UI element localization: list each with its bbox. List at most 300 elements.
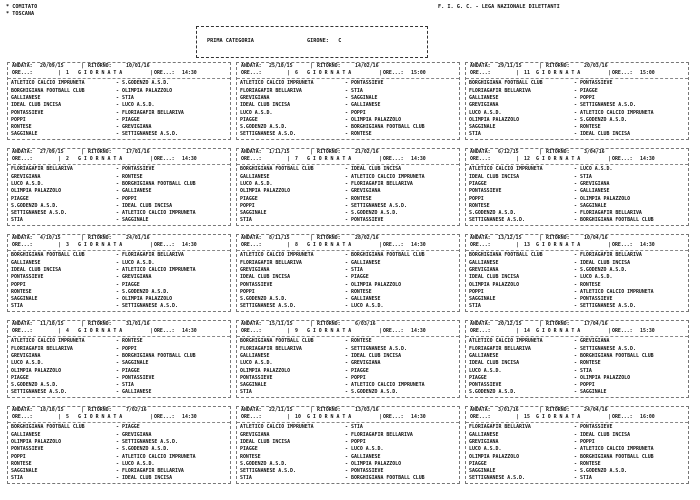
match-dash: -: [574, 424, 577, 431]
away-team: ATLETICO CALCIO IMPRUNETA: [580, 288, 654, 295]
divider: |: [310, 321, 313, 327]
match-row: [237, 217, 459, 224]
match-row: [466, 274, 688, 281]
giornata-label: G I O R N A T A: [536, 328, 581, 335]
match-row: [237, 166, 459, 173]
ore-ritorno-label: ORE...:: [612, 156, 633, 163]
match-dash: -: [116, 94, 119, 101]
girone-label: [307, 38, 341, 44]
ore-ritorno-value: 15:00: [411, 70, 426, 77]
match-dash: -: [345, 259, 348, 266]
away-team: PONTASSIEVE: [351, 468, 384, 475]
ritorno-label: RITORNO:: [317, 407, 341, 413]
match-dash: -: [345, 374, 348, 381]
home-team: S.GODENZO A.S.D.: [11, 202, 59, 209]
ore-andata-label: ORE...:: [241, 414, 262, 421]
match-row: [466, 131, 688, 138]
round-block: [236, 62, 460, 140]
away-team: PIAGGE: [122, 281, 140, 288]
home-team: LUCO A.S.D.: [240, 360, 273, 367]
away-team: POPPI: [351, 438, 366, 445]
match-row: [8, 217, 230, 224]
home-team: RONTESE: [11, 460, 32, 467]
away-team: FLORIAGAFIR BELLARIVA: [122, 109, 184, 116]
divider: |: [81, 407, 84, 413]
home-team: GALLIANESE: [11, 259, 41, 266]
away-team: FLORIAGAFIR BELLARIVA: [122, 468, 184, 475]
giornata-label: G I O R N A T A: [78, 328, 123, 335]
ritorno-date: 17/04/16: [584, 321, 608, 327]
committee-header: [6, 4, 37, 18]
home-team: LUCO A.S.D.: [240, 180, 273, 187]
giornata-label: G I O R N A T A: [78, 242, 123, 249]
divider: |: [539, 407, 542, 413]
away-team: RONTESE: [351, 195, 372, 202]
andata-label: ANDATA:: [241, 235, 262, 241]
away-team: ATLETICO CALCIO IMPRUNETA: [351, 173, 425, 180]
match-row: [466, 338, 688, 345]
away-team: ATLETICO CALCIO IMPRUNETA: [351, 382, 425, 389]
match-dash: -: [345, 166, 348, 173]
match-dash: -: [345, 475, 348, 482]
divider: |: [287, 328, 290, 335]
match-row: [237, 131, 459, 138]
home-team: GREVIGIANA: [240, 431, 270, 438]
match-dash: -: [574, 252, 577, 259]
match-row: [466, 88, 688, 95]
home-team: ATLETICO CALCIO IMPRUNETA: [469, 166, 543, 173]
round-times-row: [237, 328, 459, 335]
away-team: BORGHIGIANA FOOTBALL CLUB: [122, 352, 196, 359]
away-team: FLORIAGAFIR BELLARIVA: [580, 210, 642, 217]
match-dash: -: [345, 109, 348, 116]
block-separator: [237, 250, 459, 251]
home-team: GREVIGIANA: [240, 94, 270, 101]
home-team: LUCO A.S.D.: [240, 109, 273, 116]
match-row: [466, 296, 688, 303]
giornata-label: G I O R N A T A: [536, 414, 581, 421]
away-team: GALLIANESE: [351, 102, 381, 109]
match-row: [8, 181, 230, 188]
match-dash: -: [574, 281, 577, 288]
home-team: BORGHIGIANA FOOTBALL CLUB: [11, 87, 85, 94]
round-dates-row: [237, 407, 459, 414]
round-times-row: [8, 414, 230, 421]
match-dash: -: [345, 252, 348, 259]
giornata-label: G I O R N A T A: [307, 414, 352, 421]
giornata-label: G I O R N A T A: [536, 70, 581, 77]
match-row: [466, 102, 688, 109]
home-team: SAGGINALE: [240, 210, 267, 217]
home-team: GALLIANESE: [469, 259, 499, 266]
andata-label: ANDATA:: [12, 63, 33, 69]
home-team: BORGHIGIANA FOOTBALL CLUB: [240, 338, 314, 345]
giornata-label: G I O R N A T A: [307, 70, 352, 77]
match-row: [466, 289, 688, 296]
match-dash: -: [345, 173, 348, 180]
divider: |: [81, 235, 84, 241]
divider: |: [150, 156, 153, 163]
away-team: SETTIGNANESE A.S.D.: [351, 202, 407, 209]
round-block: [7, 148, 231, 226]
home-team: GREVIGIANA: [11, 173, 41, 180]
ore-andata-label: ORE...:: [470, 70, 491, 77]
home-team: GALLIANESE: [469, 94, 499, 101]
ritorno-date: 17/01/16: [126, 149, 150, 155]
match-dash: -: [345, 296, 348, 303]
match-row: [237, 102, 459, 109]
match-row: [8, 117, 230, 124]
giornata-number: 12: [524, 156, 530, 163]
away-team: STIA: [351, 266, 363, 273]
ore-ritorno-value: 14:30: [182, 242, 197, 249]
home-team: RONTESE: [11, 124, 32, 131]
match-dash: -: [116, 382, 119, 389]
giornata-number: 11: [524, 70, 530, 77]
away-team: GALLIANESE: [351, 296, 381, 303]
home-team: IDEAL CLUB INCISA: [469, 274, 520, 281]
match-dash: -: [116, 389, 119, 396]
away-team: OLIMPIA PALAZZOLO: [122, 296, 173, 303]
andata-label: ANDATA:: [241, 63, 262, 69]
andata-date: 4/10/15: [40, 235, 61, 241]
divider: |: [58, 70, 61, 77]
round-dates-row: [8, 63, 230, 70]
match-dash: -: [116, 259, 119, 266]
ore-ritorno-value: 15:00: [640, 70, 655, 77]
home-team: POPPI: [469, 288, 484, 295]
andata-date: 8/11/15: [269, 235, 290, 241]
match-dash: -: [116, 116, 119, 123]
andata-label: ANDATA:: [12, 407, 33, 413]
away-team: GALLIANESE: [122, 389, 152, 396]
match-dash: -: [574, 296, 577, 303]
girone-label-text: GIRONE:: [307, 38, 329, 44]
match-dash: -: [345, 338, 348, 345]
home-team: FLORIAGAFIR BELLARIVA: [469, 87, 531, 94]
ritorno-date: 24/01/16: [126, 235, 150, 241]
away-team: BORGHIGIANA FOOTBALL CLUB: [351, 475, 425, 482]
away-team: PIAGGE: [122, 424, 140, 431]
away-team: PONTASSIEVE: [351, 217, 384, 224]
home-team: PONTASSIEVE: [469, 382, 502, 389]
match-row: [8, 210, 230, 217]
home-team: SAGGINALE: [240, 382, 267, 389]
home-team: OLIMPIA PALAZZOLO: [469, 116, 520, 123]
away-team: IDEAL CLUB INCISA: [580, 259, 631, 266]
away-team: BORGHIGIANA FOOTBALL CLUB: [580, 217, 654, 224]
giornata-number: 15: [524, 414, 530, 421]
match-dash: -: [345, 188, 348, 195]
away-team: OLIMPIA PALAZZOLO: [580, 374, 631, 381]
match-dash: -: [116, 80, 119, 87]
match-row: [8, 203, 230, 210]
away-team: RONTESE: [580, 360, 601, 367]
away-team: SAGGINALE: [351, 94, 378, 101]
match-dash: -: [574, 382, 577, 389]
match-row: [237, 274, 459, 281]
divider: |: [379, 156, 382, 163]
match-row: [466, 181, 688, 188]
away-team: LUCO A.S.D.: [122, 102, 155, 109]
match-dash: -: [345, 288, 348, 295]
away-team: IDEAL CLUB INCISA: [122, 475, 173, 482]
home-team: SETTIGNANESE A.S.D.: [11, 210, 67, 217]
away-team: GREVIGIANA: [122, 431, 152, 438]
away-team: RONTESE: [580, 460, 601, 467]
home-team: STIA: [469, 131, 481, 138]
round-times-row: [237, 414, 459, 421]
home-team: POPPI: [11, 281, 26, 288]
divider: |: [150, 242, 153, 249]
home-team: ATLETICO CALCIO IMPRUNETA: [11, 80, 85, 87]
federation-header: F. I. G. C. - LEGA NAZIONALE DILETTANTI: [438, 4, 560, 10]
ore-ritorno-label: ORE...:: [383, 70, 404, 77]
away-team: IDEAL CLUB INCISA: [580, 131, 631, 138]
giornata-label: G I O R N A T A: [78, 70, 123, 77]
giornata-label: G I O R N A T A: [536, 156, 581, 163]
divider: |: [539, 235, 542, 241]
away-team: S.GODENZO A.S.D.: [351, 389, 399, 396]
match-dash: -: [116, 166, 119, 173]
divider: |: [516, 328, 519, 335]
home-team: ATLETICO CALCIO IMPRUNETA: [240, 80, 314, 87]
home-team: OLIMPIA PALAZZOLO: [240, 367, 291, 374]
ritorno-date: 31/01/16: [126, 321, 150, 327]
away-team: STIA: [351, 424, 363, 431]
divider: |: [608, 242, 611, 249]
divider: |: [516, 70, 519, 77]
match-dash: -: [345, 94, 348, 101]
match-row: [8, 375, 230, 382]
match-dash: -: [345, 446, 348, 453]
match-row: [8, 174, 230, 181]
home-team: BORGHIGIANA FOOTBALL CLUB: [240, 166, 314, 173]
match-dash: -: [345, 131, 348, 138]
ore-ritorno-value: 14:30: [411, 328, 426, 335]
match-row: [466, 353, 688, 360]
ritorno-date: 28/02/16: [355, 235, 379, 241]
away-team: BORGHIGIANA FOOTBALL CLUB: [351, 124, 425, 131]
divider: |: [150, 414, 153, 421]
round-times-row: [237, 156, 459, 163]
andata-date: 27/09/15: [40, 149, 64, 155]
home-team: SAGGINALE: [11, 468, 38, 475]
round-dates-row: [8, 235, 230, 242]
match-row: [466, 424, 688, 431]
away-team: STIA: [351, 87, 363, 94]
home-team: FLORIAGAFIR BELLARIVA: [240, 87, 302, 94]
ritorno-date: 14/02/16: [355, 63, 379, 69]
round-dates-row: [237, 235, 459, 242]
match-row: [466, 282, 688, 289]
home-team: POPPI: [240, 202, 255, 209]
round-times-row: [466, 414, 688, 421]
category-title: PRIMA CATEGORIA: [207, 38, 254, 44]
ore-andata-label: ORE...:: [12, 414, 33, 421]
ritorno-date: 10/01/16: [126, 63, 150, 69]
match-dash: -: [574, 173, 577, 180]
block-separator: [8, 250, 230, 251]
home-team: ATLETICO CALCIO IMPRUNETA: [240, 424, 314, 431]
home-team: ATLETICO CALCIO IMPRUNETA: [469, 338, 543, 345]
match-dash: -: [574, 124, 577, 131]
home-team: GALLIANESE: [240, 352, 270, 359]
andata-date: 3/01/16: [498, 407, 519, 413]
round-block: [465, 406, 689, 484]
away-team: IDEAL CLUB INCISA: [122, 202, 173, 209]
match-row: [237, 424, 459, 431]
home-team: IDEAL CLUB INCISA: [469, 173, 520, 180]
andata-label: ANDATA:: [12, 321, 33, 327]
ore-ritorno-value: 16:00: [640, 414, 655, 421]
home-team: SAGGINALE: [11, 131, 38, 138]
match-dash: -: [574, 438, 577, 445]
match-dash: -: [116, 424, 119, 431]
match-dash: -: [574, 116, 577, 123]
match-row: [8, 102, 230, 109]
match-row: [466, 252, 688, 259]
match-row: [466, 124, 688, 131]
match-dash: -: [574, 446, 577, 453]
home-team: GREVIGIANA: [469, 102, 499, 109]
match-row: [8, 353, 230, 360]
girone-value: C: [338, 38, 342, 44]
ore-ritorno-label: ORE...:: [612, 328, 633, 335]
away-team: LUCO A.S.D.: [580, 166, 613, 173]
match-dash: -: [116, 188, 119, 195]
match-row: [8, 260, 230, 267]
match-row: [237, 80, 459, 87]
match-dash: -: [345, 281, 348, 288]
divider: |: [516, 156, 519, 163]
giornata-label: G I O R N A T A: [307, 156, 352, 163]
away-team: GREVIGIANA: [351, 360, 381, 367]
ritorno-label: RITORNO:: [317, 149, 341, 155]
andata-date: 22/11/15: [269, 407, 293, 413]
match-dash: -: [116, 288, 119, 295]
divider: |: [608, 328, 611, 335]
home-team: GREVIGIANA: [469, 438, 499, 445]
match-row: [237, 117, 459, 124]
away-team: FLORIAGAFIR BELLARIVA: [351, 431, 413, 438]
home-team: FLORIAGAFIR BELLARIVA: [469, 345, 531, 352]
block-separator: [237, 78, 459, 79]
away-team: POPPI: [580, 382, 595, 389]
home-team: OLIMPIA PALAZZOLO: [11, 188, 62, 195]
match-row: [8, 461, 230, 468]
away-team: POPPI: [122, 345, 137, 352]
away-team: BORGHIGIANA FOOTBALL CLUB: [122, 180, 196, 187]
round-block: [236, 148, 460, 226]
ritorno-date: 13/03/16: [355, 407, 379, 413]
match-row: [8, 110, 230, 117]
block-separator: [8, 336, 230, 337]
match-row: [8, 454, 230, 461]
ore-andata-label: ORE...:: [470, 242, 491, 249]
home-team: PIAGGE: [469, 460, 487, 467]
home-team: PIAGGE: [240, 195, 258, 202]
giornata-label: G I O R N A T A: [307, 328, 352, 335]
andata-date: 15/11/15: [269, 321, 293, 327]
match-dash: -: [116, 352, 119, 359]
match-row: [466, 368, 688, 375]
ore-andata-label: ORE...:: [12, 156, 33, 163]
round-dates-row: [466, 407, 688, 414]
away-team: FLORIAGAFIR BELLARIVA: [351, 180, 413, 187]
match-row: [237, 454, 459, 461]
round-dates-row: [8, 407, 230, 414]
home-team: GALLIANESE: [469, 431, 499, 438]
divider: |: [608, 70, 611, 77]
match-dash: -: [574, 94, 577, 101]
away-team: SETTIGNANESE A.S.D.: [122, 438, 178, 445]
block-separator: [237, 336, 459, 337]
match-row: [466, 210, 688, 217]
andata-label: ANDATA:: [470, 321, 491, 327]
match-dash: -: [345, 389, 348, 396]
away-team: S.GODENZO A.S.D.: [580, 266, 628, 273]
match-row: [8, 346, 230, 353]
round-block: [7, 234, 231, 312]
home-team: S.GODENZO A.S.D.: [11, 382, 59, 389]
ore-ritorno-value: 14:30: [182, 328, 197, 335]
home-team: RONTESE: [469, 202, 490, 209]
away-team: SETTIGNANESE A.S.D.: [122, 303, 178, 310]
match-dash: -: [345, 360, 348, 367]
round-block: [465, 234, 689, 312]
ore-ritorno-label: ORE...:: [612, 242, 633, 249]
match-dash: -: [574, 367, 577, 374]
match-dash: -: [345, 124, 348, 131]
andata-label: ANDATA:: [241, 149, 262, 155]
away-team: SETTIGNANESE A.S.D.: [580, 345, 636, 352]
match-row: [8, 296, 230, 303]
away-team: SAGGINALE: [580, 202, 607, 209]
ore-andata-label: ORE...:: [241, 156, 262, 163]
match-row: [237, 289, 459, 296]
match-row: [466, 260, 688, 267]
ore-ritorno-value: 14:30: [411, 242, 426, 249]
divider: |: [287, 70, 290, 77]
category-box: [196, 26, 428, 58]
divider: |: [539, 149, 542, 155]
match-row: [237, 375, 459, 382]
away-team: LUCO A.S.D.: [580, 274, 613, 281]
match-dash: -: [116, 210, 119, 217]
divider: |: [287, 242, 290, 249]
home-team: FLORIAGAFIR BELLARIVA: [11, 345, 73, 352]
match-dash: -: [116, 296, 119, 303]
ritorno-label: RITORNO:: [317, 63, 341, 69]
match-row: [8, 303, 230, 310]
round-dates-row: [466, 149, 688, 156]
match-dash: -: [116, 431, 119, 438]
ore-andata-label: ORE...:: [12, 70, 33, 77]
home-team: BORGHIGIANA FOOTBALL CLUB: [11, 424, 85, 431]
away-team: GALLIANESE: [351, 259, 381, 266]
match-row: [466, 174, 688, 181]
away-team: RONTESE: [580, 281, 601, 288]
match-row: [237, 110, 459, 117]
home-team: GREVIGIANA: [469, 266, 499, 273]
away-team: RONTESE: [580, 124, 601, 131]
away-team: S.GODENZO A.S.D.: [122, 80, 170, 87]
match-row: [466, 303, 688, 310]
round-times-row: [466, 328, 688, 335]
andata-date: 6/12/15: [498, 149, 519, 155]
andata-label: ANDATA:: [12, 149, 33, 155]
